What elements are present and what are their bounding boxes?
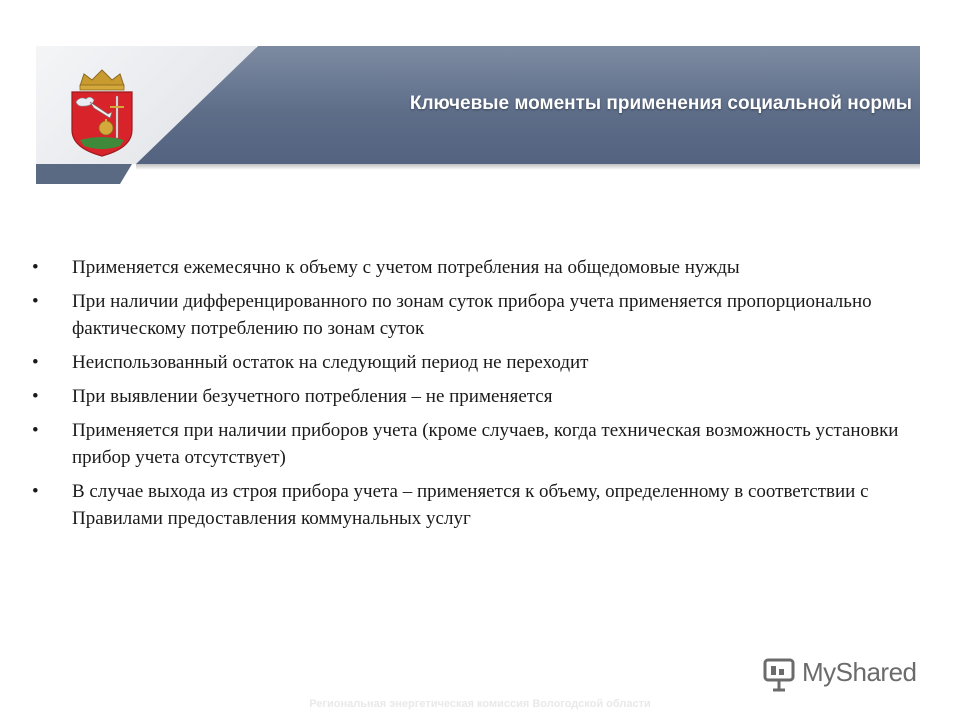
list-item-text: При наличии дифференцированного по зонам суток прибора учета применяется пропорционально фактическому потреблению по зонам суток (72, 291, 872, 339)
bullet-marker: • (32, 352, 39, 373)
slide-header (36, 46, 920, 184)
list-item (32, 254, 932, 281)
list-item (32, 349, 932, 376)
myshared-logo-icon (762, 656, 798, 694)
list-item-text: При выявлении безучетного потребления – не применяется (72, 386, 553, 407)
bullet-marker: • (32, 420, 39, 441)
list-item (32, 478, 932, 532)
header-bottom-strip (36, 164, 920, 184)
bullet-list (32, 254, 932, 539)
list-item-text: Применяется при наличии приборов учета (кроме случаев, когда техническая возможность установки прибор учета отсутствует) (72, 420, 899, 468)
list-item (32, 383, 932, 410)
vologda-coat-of-arms-icon (66, 68, 138, 158)
list-item (32, 417, 932, 471)
bullet-marker: • (32, 386, 39, 407)
list-item-text: Неиспользованный остаток на следующий период не переходит (72, 352, 589, 373)
myshared-watermark (762, 654, 932, 694)
bullet-marker: • (32, 291, 39, 312)
slide-footer: Региональная энергетическая комиссия Вологодской области (309, 698, 651, 710)
list-item (32, 288, 932, 342)
bullet-marker: • (32, 257, 39, 278)
list-item-text: Применяется ежемесячно к объему с учетом потребления на общедомовые нужды (72, 257, 740, 278)
slide-title: Ключевые моменты применения социальной нормы (409, 93, 912, 114)
bullet-marker: • (32, 481, 39, 502)
watermark-text: MyShared (802, 657, 917, 687)
list-item-text: В случае выхода из строя прибора учета – применяется к объему, определенному в соответствии с Правилами предоставления коммунальных услуг (72, 481, 869, 529)
